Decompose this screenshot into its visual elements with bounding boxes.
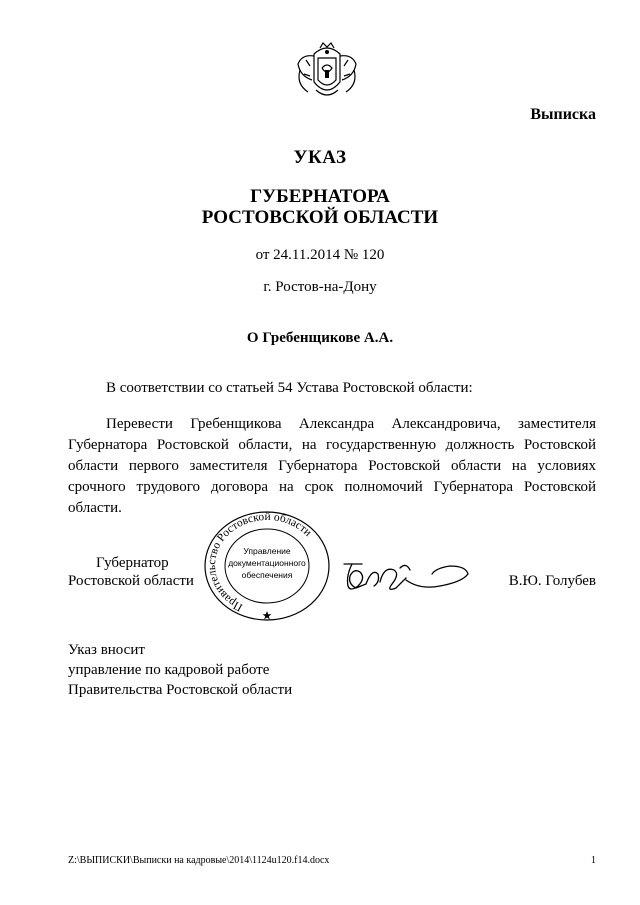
submitted-by-line-1: Указ вносит	[68, 642, 145, 658]
city: г. Ростов-на-Дону	[263, 279, 377, 295]
signatory-title-line-1: Губернатор	[96, 555, 169, 571]
signatory-name: В.Ю. Голубев	[508, 573, 596, 589]
body-paragraph: Перевести Гребенщикова Александра Александровича, заместителя Губернатора Ростовской области, на государственную должность Ростовской области первого заместителя Губернатора Ростовской области на условиях срочного трудового договора на срок полномочий Губернатора Ростовской области.	[68, 416, 596, 516]
issuer-line-1: ГУБЕРНАТОРА	[250, 186, 390, 207]
page-number: 1	[591, 855, 596, 866]
issuer-line-2: РОСТОВСКОЙ ОБЛАСТИ	[201, 207, 439, 228]
seal-star-icon	[263, 611, 272, 619]
seal-ring-text: Правительство Ростовской области	[205, 510, 314, 614]
extract-label: Выписка	[530, 106, 596, 123]
submitted-by-line-2: управление по кадровой работе	[68, 662, 270, 678]
seal-line-1: Управление	[243, 546, 291, 556]
official-seal	[202, 510, 332, 622]
date-number: от 24.11.2014 № 120	[255, 247, 385, 263]
handwritten-signature	[340, 556, 474, 600]
seal-line-3: обеспечения	[241, 570, 293, 580]
footer-file-path: Z:\ВЫПИСКИ\Выписки на кадровые\2014\1124u120.f14.docx	[68, 855, 330, 866]
seal-line-2: документационного	[228, 558, 306, 568]
document-title: УКАЗ	[293, 147, 347, 168]
legal-basis: В соответствии со статьей 54 Устава Ростовской области:	[106, 380, 473, 396]
signatory-title-line-2: Ростовской области	[68, 573, 194, 589]
subject-heading: О Гребенщикове А.А.	[246, 330, 394, 346]
submitted-by-line-3: Правительства Ростовской области	[68, 682, 293, 698]
coat-of-arms-emblem	[294, 40, 360, 102]
